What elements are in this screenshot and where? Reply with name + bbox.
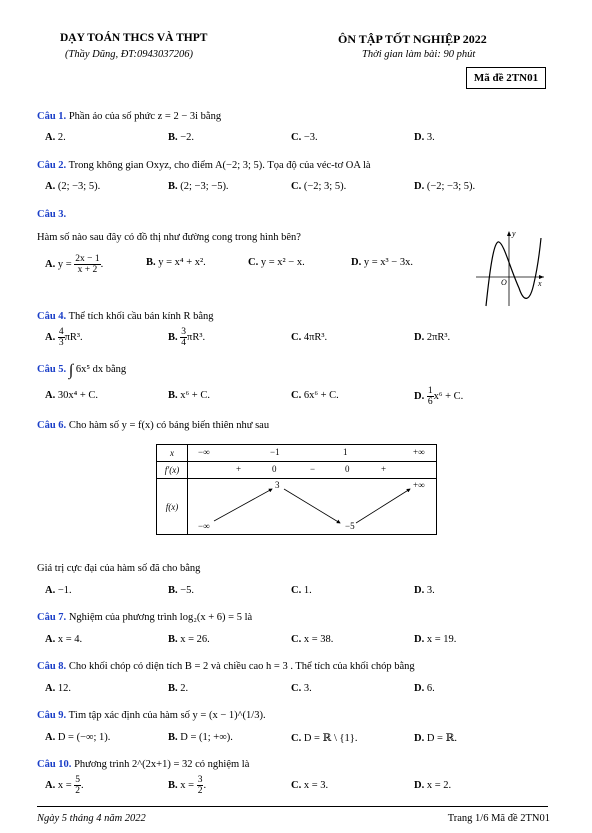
option-b[interactable]: B. x = 26.: [168, 634, 210, 645]
option-a[interactable]: A. x = 4.: [45, 634, 83, 645]
variation-arrows: [188, 479, 438, 535]
option-b[interactable]: B. (2; −3; −5).: [168, 181, 229, 192]
table-f-label: f(x): [157, 479, 188, 535]
option-b[interactable]: B. y = x⁴ + x².: [146, 257, 206, 268]
table-x-label: x: [157, 445, 188, 462]
question-text: Nghiệm của phương trình log₂(x + 6) = 5 là: [68, 612, 253, 623]
question-8-options: [45, 683, 525, 699]
question-text: Phần ảo của số phức z = 2 − 3i bằng: [68, 111, 222, 122]
option-d[interactable]: D. D = ℝ.: [414, 733, 457, 744]
question-6: [37, 420, 269, 431]
option-c[interactable]: C. 3.: [291, 683, 312, 694]
question-label: Câu 5.: [37, 364, 67, 375]
question-9: [37, 710, 266, 721]
table-fp-label: f′(x): [157, 462, 188, 479]
question-9-options: [45, 732, 525, 748]
question-3-options: [45, 254, 525, 276]
question-5: [37, 362, 126, 380]
option-b[interactable]: B. D = (1; +∞).: [168, 732, 233, 743]
question-6-ask: Giá trị cực đại của hàm số đã cho bằng: [37, 563, 201, 574]
option-c[interactable]: C. (−2; 3; 5).: [291, 181, 347, 192]
option-a[interactable]: A. x = $\frac{5}{2}$ .: [45, 775, 84, 796]
question-text: Cho khối chóp có diện tích B = 2 và chiều cao h = 3 . Thể tích của khối chóp bằng: [68, 661, 415, 672]
footer-divider: [37, 806, 548, 807]
question-label: Câu 4.: [37, 311, 67, 322]
question-label: Câu 8.: [37, 661, 67, 672]
question-3: [37, 232, 301, 243]
option-d[interactable]: D. x = 19.: [414, 634, 457, 645]
x-label: x: [538, 279, 542, 288]
question-text: Hàm số nào sau đây có đồ thị như đường cong trong hình bên?: [37, 232, 301, 243]
option-a[interactable]: A. D = (−∞; 1).: [45, 732, 111, 743]
question-label: Câu 7.: [37, 612, 67, 623]
exam-code-box: Mã đề 2TN01: [466, 67, 546, 89]
question-text: Cho hàm số y = f(x) có bảng biến thiên như sau: [68, 420, 270, 431]
question-1-options: [45, 132, 525, 148]
option-a[interactable]: A. y = $\frac{2x - 1}{x + 2}$ .: [45, 254, 104, 275]
option-d[interactable]: D. 2πR³.: [414, 332, 451, 343]
option-c[interactable]: C. D = ℝ \ {1}.: [291, 733, 358, 744]
option-c[interactable]: C. 1.: [291, 585, 312, 596]
question-1: [37, 111, 221, 122]
option-b[interactable]: B. x = $\frac{3}{2}$ .: [168, 775, 207, 796]
option-d[interactable]: D. 3.: [414, 585, 435, 596]
question-text: Thể tích khối cầu bán kính R bằng: [68, 311, 214, 322]
question-label: Câu 2.: [37, 160, 67, 171]
origin-label: O: [501, 278, 507, 287]
option-a[interactable]: A. $\frac{4}{3}$ πR³.: [45, 327, 83, 348]
footer-page: Trang 1/6 Mã đề 2TN01: [447, 813, 550, 824]
option-d[interactable]: D. x = 2.: [414, 780, 452, 791]
option-c[interactable]: C. x = 38.: [291, 634, 334, 645]
option-c[interactable]: C. x = 3.: [291, 780, 329, 791]
question-10: [37, 759, 249, 770]
table-f-row: −∞ 3 −5 +∞: [188, 479, 437, 535]
curve: [486, 238, 541, 306]
question-text: Trong không gian Oxyz, cho điểm A(−2; 3; 5). Tọa độ của véc-tơ OA là: [68, 160, 371, 171]
option-c[interactable]: C. y = x² − x.: [248, 257, 305, 268]
option-b[interactable]: B. −2.: [168, 132, 195, 143]
option-c[interactable]: C. 6x⁶ + C.: [291, 390, 339, 401]
option-d[interactable]: D. 3.: [414, 132, 435, 143]
option-b[interactable]: B. $\frac{3}{4}$ πR³.: [168, 327, 206, 348]
question-2: [37, 160, 371, 171]
question-7: [37, 612, 252, 623]
option-a[interactable]: A. 12.: [45, 683, 71, 694]
teacher-info: (Thầy Dũng, ĐT:0943037206): [65, 49, 194, 60]
question-4: [37, 311, 214, 322]
footer-date: Ngày 5 tháng 4 năm 2022: [37, 813, 146, 824]
cubic-graph: [474, 228, 546, 308]
option-b[interactable]: B. −5.: [168, 585, 195, 596]
question-7-options: [45, 634, 525, 650]
question-5-options: [45, 386, 525, 408]
table-x-row: −∞ −1 1 +∞: [188, 445, 437, 462]
table-fp-row: + 0 − 0 +: [188, 462, 437, 479]
option-b[interactable]: B. 2.: [168, 683, 189, 694]
school-title: DẠY TOÁN THCS VÀ THPT: [60, 32, 208, 44]
option-a[interactable]: A. 2.: [45, 132, 66, 143]
question-3-label: Câu 3.: [37, 209, 67, 220]
option-c[interactable]: C. 4πR³.: [291, 332, 328, 343]
question-10-options: [45, 775, 525, 797]
y-label: y: [512, 229, 516, 238]
option-d[interactable]: D. $\frac{1}{6}$ x⁶ + C.: [414, 386, 464, 407]
question-text: Tìm tập xác định của hàm số y = (x − 1)^(1/3).: [68, 710, 266, 721]
question-label: Câu 9.: [37, 710, 67, 721]
option-a[interactable]: A. −1.: [45, 585, 72, 596]
question-label: Câu 6.: [37, 420, 67, 431]
option-d[interactable]: D. y = x³ − 3x.: [351, 257, 413, 268]
question-text: Phương trình 2^(2x+1) = 32 có nghiệm là: [74, 759, 250, 770]
exam-time: Thời gian làm bài: 90 phút: [362, 49, 476, 60]
question-6-options: [45, 585, 525, 601]
option-a[interactable]: A. (2; −3; 5).: [45, 181, 101, 192]
option-c[interactable]: C. −3.: [291, 132, 318, 143]
option-d[interactable]: D. (−2; −3; 5).: [414, 181, 476, 192]
option-b[interactable]: B. x⁶ + C.: [168, 390, 210, 401]
exam-title: ÔN TẬP TỐT NGHIỆP 2022: [338, 32, 487, 46]
question-label: Câu 1.: [37, 111, 67, 122]
variation-table: [156, 444, 437, 535]
option-a[interactable]: A. 30x⁴ + C.: [45, 390, 99, 401]
integral-sign: ∫: [68, 362, 74, 379]
question-4-options: [45, 327, 525, 349]
option-d[interactable]: D. 6.: [414, 683, 435, 694]
question-label: Câu 10.: [37, 759, 72, 770]
question-2-options: [45, 181, 525, 197]
question-text: 6x⁵ dx bằng: [75, 364, 127, 375]
question-8: [37, 661, 415, 672]
